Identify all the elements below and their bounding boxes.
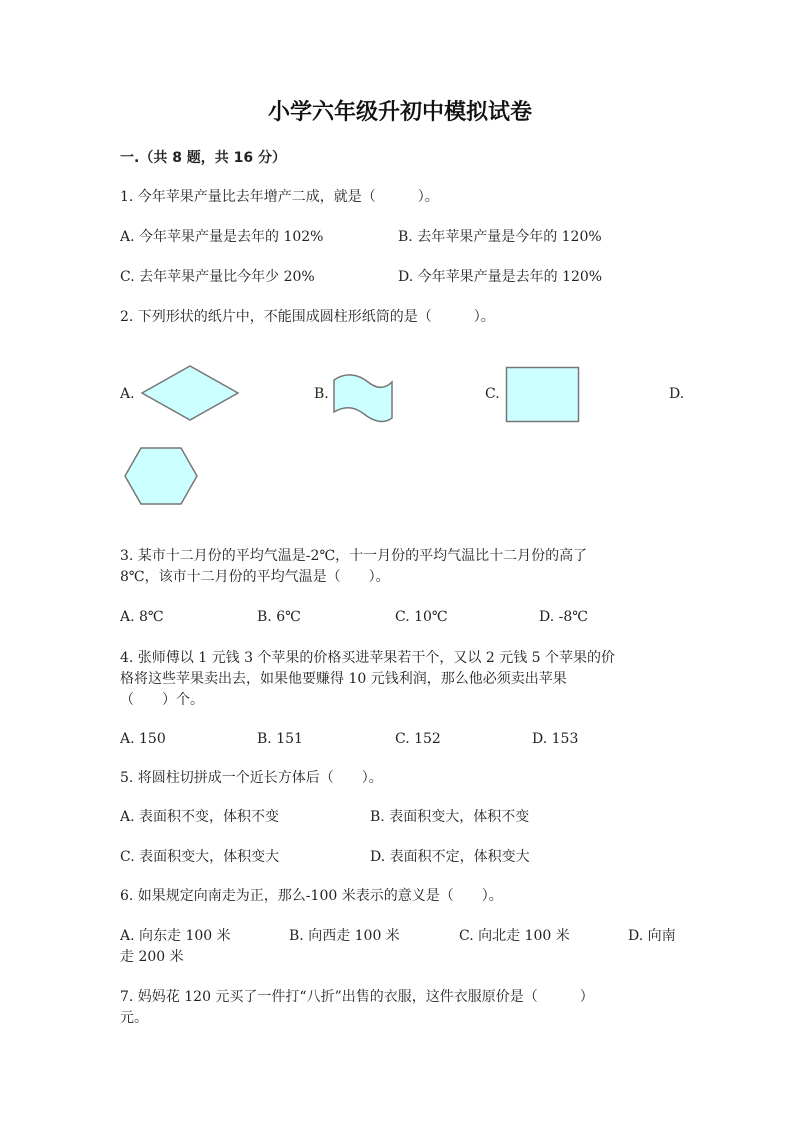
question-4-stem-line-1: 4. 张师傅以 1 元钱 3 个苹果的价格买进苹果若干个，又以 2 元钱 5 个苹果的价	[120, 650, 616, 666]
wave-shape-icon	[330, 372, 396, 424]
question-4-stem-line-2: 格将这些苹果卖出去，如果他要赚得 10 元钱利润，那么他必须卖出苹果	[120, 671, 567, 687]
question-6-option-b[interactable]: B. 向西走 100 米	[289, 928, 400, 944]
question-2-stem: 2. 下列形状的纸片中，不能围成圆柱形纸筒的是（ ）。	[120, 309, 495, 325]
question-1-option-a[interactable]: A. 今年苹果产量是去年的 102%	[120, 229, 324, 245]
question-1-option-b[interactable]: B. 去年苹果产量是今年的 120%	[398, 229, 602, 245]
question-7-stem-line-2: 元。	[120, 1010, 148, 1026]
hexagon-shape-fill	[125, 448, 197, 504]
question-6-stem: 6. 如果规定向南走为正，那么-100 米表示的意义是（ ）。	[120, 888, 503, 904]
question-2-option-c[interactable]: C.	[485, 386, 500, 402]
question-7-stem-line-1: 7. 妈妈花 120 元买了一件打“八折”出售的衣服，这件衣服原价是（ ）	[120, 989, 594, 1005]
question-6-option-c[interactable]: C. 向北走 100 米	[459, 928, 570, 944]
question-3-stem-line-2: 8℃，该市十二月份的平均气温是（ ）。	[120, 569, 390, 585]
section-heading: 一.（共 8 题，共 16 分）	[120, 150, 287, 166]
rectangle-shape-fill	[507, 368, 579, 422]
question-6-option-a[interactable]: A. 向东走 100 米	[120, 928, 231, 944]
wave-shape-fill	[334, 375, 392, 422]
page-title: 小学六年级升初中模拟试卷	[267, 100, 532, 125]
hexagon-shape-icon	[123, 446, 199, 506]
question-5-option-b[interactable]: B. 表面积变大，体积不变	[370, 809, 530, 825]
question-4-option-b[interactable]: B. 151	[257, 731, 303, 747]
question-6-option-d[interactable]: D. 向南	[628, 928, 676, 944]
rhombus-shape-icon	[140, 364, 240, 422]
question-1-option-c[interactable]: C. 去年苹果产量比今年少 20%	[120, 269, 315, 285]
question-4-stem-line-3: （ ）个。	[120, 692, 204, 708]
question-4-option-d[interactable]: D. 153	[532, 731, 579, 747]
question-3-option-d[interactable]: D. -8℃	[539, 609, 588, 625]
question-1-option-d[interactable]: D. 今年苹果产量是去年的 120%	[398, 269, 603, 285]
question-5-option-a[interactable]: A. 表面积不变，体积不变	[120, 809, 280, 825]
rhombus-shape-fill	[142, 366, 238, 420]
question-2-option-a[interactable]: A.	[120, 386, 135, 402]
question-2-option-d[interactable]: D.	[669, 386, 685, 402]
question-4-option-c[interactable]: C. 152	[395, 731, 441, 747]
question-6-option-d-wrap: 走 200 米	[120, 949, 184, 965]
question-5-option-d[interactable]: D. 表面积不定，体积变大	[370, 849, 530, 865]
question-3-option-a[interactable]: A. 8℃	[120, 609, 164, 625]
question-4-option-a[interactable]: A. 150	[120, 731, 166, 747]
question-5-option-c[interactable]: C. 表面积变大，体积变大	[120, 849, 280, 865]
question-1-stem: 1. 今年苹果产量比去年增产二成，就是（ ）。	[120, 189, 439, 205]
question-3-stem-line-1: 3. 某市十二月份的平均气温是-2℃，十一月份的平均气温比十二月份的高了	[120, 548, 588, 564]
question-2-option-b[interactable]: B.	[314, 386, 329, 402]
rectangle-shape-icon	[505, 366, 581, 424]
question-5-stem: 5. 将圆柱切拼成一个近长方体后（ ）。	[120, 770, 383, 786]
question-3-option-c[interactable]: C. 10℃	[395, 609, 448, 625]
question-3-option-b[interactable]: B. 6℃	[257, 609, 301, 625]
